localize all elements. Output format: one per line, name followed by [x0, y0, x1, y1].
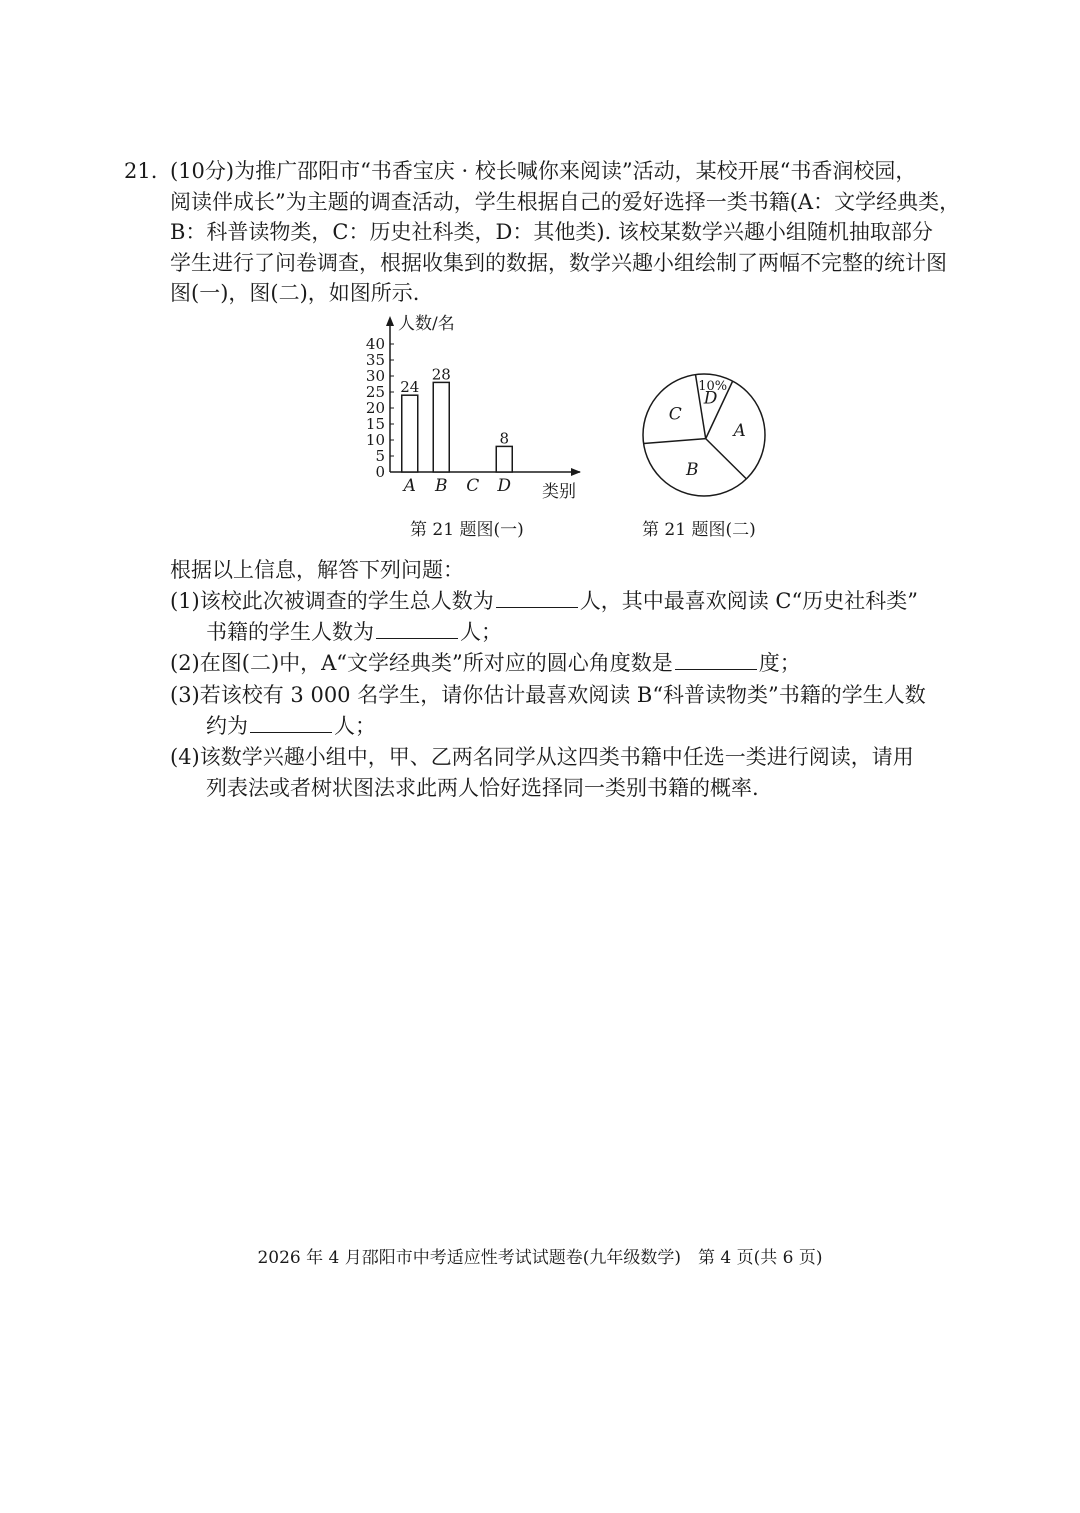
pie-chart-figure: [630, 365, 780, 505]
y-tick-label: 0: [375, 463, 385, 481]
bar: [496, 446, 512, 472]
bar-chart-figure: [350, 310, 590, 510]
x-tick-label: C: [466, 476, 480, 496]
question-number: 21.: [124, 159, 158, 183]
y-tick-label: 15: [365, 415, 385, 433]
answer-blank[interactable]: [496, 587, 578, 608]
y-tick-label: 35: [365, 351, 385, 369]
subquestion-3: (3)若该校有 3 000 名学生，请你估计最喜欢阅读 B“科普读物类”书籍的学生人数 约为 人；: [170, 683, 926, 738]
answer-blank[interactable]: [675, 649, 757, 670]
bar: [402, 395, 418, 472]
x-axis-label: 类别: [542, 482, 576, 502]
slice-percent-label: 10%: [698, 378, 728, 394]
x-tick-label: D: [497, 476, 512, 496]
slice-label: C: [668, 404, 682, 425]
y-tick-label: 20: [365, 399, 385, 417]
stem-line: 图(一)，图(二)，如图所示.: [170, 281, 420, 305]
stem-line: 阅读伴成长”为主题的调查活动，学生根据自己的爱好选择一类书籍(A：文学经典类，: [170, 189, 961, 214]
y-tick-label: 30: [365, 367, 385, 385]
stem-line: 学生进行了问卷调查，根据收集到的数据，数学兴趣小组绘制了两幅不完整的统计图: [170, 250, 947, 275]
x-axis-arrow: [571, 468, 581, 476]
slice-label: B: [686, 460, 699, 481]
data-label: 8: [499, 429, 510, 448]
y-tick-label: 40: [365, 335, 385, 353]
question-stem: [170, 156, 960, 309]
y-tick-label: 5: [375, 447, 385, 465]
figure-1-caption: 第 21 题图(一): [410, 520, 524, 540]
y-axis-arrow: [386, 316, 394, 326]
slice-label: D: [703, 388, 718, 409]
answer-blank[interactable]: [250, 712, 332, 733]
stem-line: B：科普读物类，C：历史社科类，D：其他类). 该校某数学兴趣小组随机抽取部分: [170, 220, 933, 244]
x-tick-label: A: [403, 476, 416, 496]
page-footer: 2026 年 4 月邵阳市中考适应性考试试题卷(九年级数学) 第 4 页(共 6 页): [257, 1248, 823, 1268]
slice-label: A: [733, 420, 746, 441]
x-tick-label: B: [435, 476, 448, 496]
subquestion-4: (4)该数学兴趣小组中，甲、乙两名同学从这四类书籍中任选一类进行阅读，请用 列表法或者树状图法求此两人恰好选择同一类别书籍的概率.: [170, 745, 914, 800]
y-tick-label: 10: [365, 431, 385, 449]
figure-2-caption: 第 21 题图(二): [642, 520, 756, 540]
stem-line: (10分)为推广邵阳市“书香宝庆 · 校长喊你来阅读”活动，某校开展“书香润校园，: [170, 159, 917, 183]
y-tick-label: 25: [365, 383, 385, 401]
instructions: 根据以上信息，解答下列问题：: [170, 558, 464, 582]
y-axis-label: 人数/名: [398, 314, 455, 334]
subquestion-2: (2)在图(二)中，A“文学经典类”所对应的圆心角度数是 度；: [170, 651, 801, 675]
bar: [433, 382, 449, 472]
data-label: 28: [431, 365, 451, 384]
answer-blank[interactable]: [376, 618, 458, 639]
subquestion-1: (1)该校此次被调查的学生总人数为 人，其中最喜欢阅读 C“历史社科类” 书籍的学生人数为 人；: [170, 589, 918, 644]
data-label: 24: [400, 378, 420, 397]
